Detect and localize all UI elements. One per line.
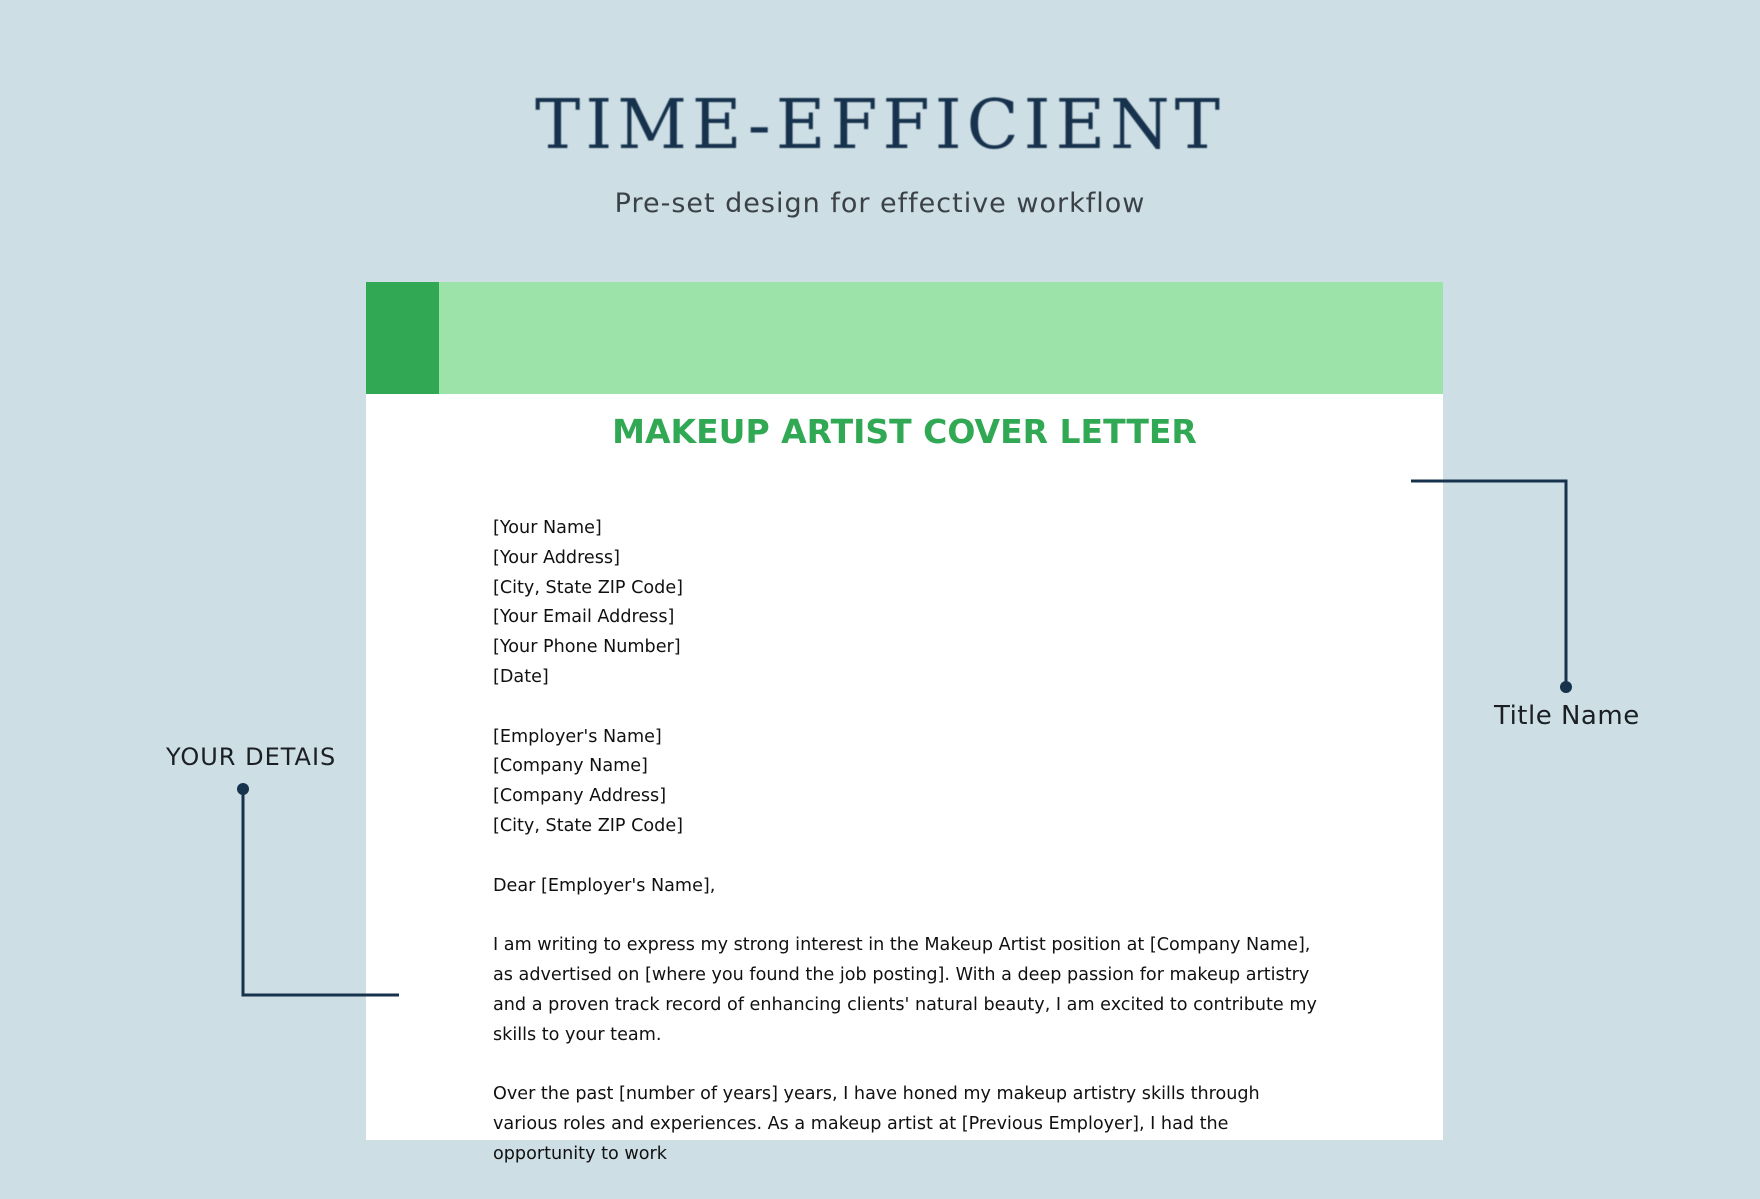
recipient-company: [Company Name] (493, 756, 648, 777)
sender-name: [Your Name] (493, 518, 602, 538)
sender-phone: [Your Phone Number] (493, 637, 681, 658)
body-paragraph-1: I am writing to express my strong interest in the Makeup Artist position at [Company Name], as advertised on [where you found the job posting]. With a deep passion for makeup artistry and a proven track record of enhancing clients' natural beauty, I am excited to contribute my skills to your team. (493, 935, 1317, 1045)
letter-date: [Date] (493, 666, 549, 687)
sender-address: [Your Address] (493, 547, 620, 568)
details-leader-line (243, 791, 399, 995)
recipient-name: [Employer's Name] (493, 726, 662, 747)
your-details-label: YOUR DETAIS (166, 743, 337, 771)
salutation: Dear [Employer's Name], (493, 875, 716, 896)
document-title: MAKEUP ARTIST COVER LETTER (612, 412, 1197, 451)
page-headline: TIME-EFFICIENT (535, 86, 1225, 165)
title-leader-line (1411, 481, 1566, 685)
sender-city: [City, State ZIP Code] (493, 577, 684, 598)
title-leader-dot (1560, 681, 1572, 693)
body-paragraph-2: Over the past [number of years] years, I have honed my makeup artistry skills through various roles and experiences. As a makeup artist at [Previous Employer], I had the opportunity to work (493, 1084, 1260, 1164)
recipient-city: [City, State ZIP Code] (493, 815, 684, 836)
sender-email: [Your Email Address] (493, 607, 675, 628)
recipient-address: [Company Address] (493, 786, 667, 807)
title-name-label: Title Name (1494, 701, 1640, 731)
page-subheadline: Pre-set design for effective workflow (614, 188, 1146, 219)
